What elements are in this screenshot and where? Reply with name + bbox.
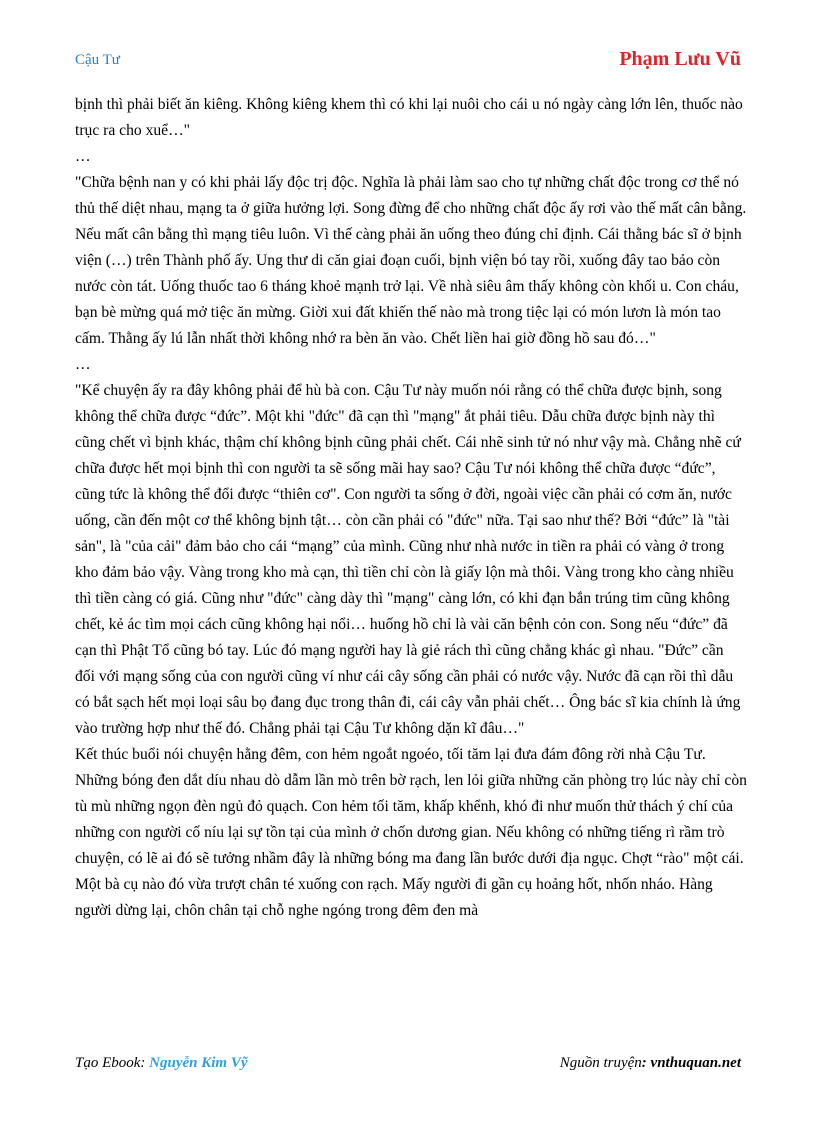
paragraph: "Kể chuyện ấy ra đây không phải để hù bà con. Cậu Tư này muốn nói rằng có thể chữa được bịnh, song không thể chữa được “đức”. Một khi "đức" đã cạn thì "mạng" ắt phải tiêu. Dẫu chữa được bịnh này thì cũng chết vì bịnh khác, thậm chí không bịnh cũng phải chết. Cái nhẽ sinh tử nó như vậy mà. Chẳng nhẽ cứ chữa được hết mọi bịnh thì con người ta sẽ sống mãi hay sao? Cậu Tư nói không thể chữa được “đức”, cũng tức là không thể đổi được “thiên cơ". Con người ta sống ở đời, ngoài việc cần phải có cơm ăn, nước uống, cần đến một cơ thể không bịnh tật… còn cần phải có "đức" nữa. Tại sao như thế? Bởi “đức” là "tài sản", là "của cải" đảm bảo cho cái “mạng” của mình. Cũng như nhà nước in tiền ra phải có vàng ở trong kho đảm bảo vậy. Vàng trong kho mà cạn, thì tiền chỉ còn là giấy lộn mà thôi. Vàng trong kho càng nhiều thì tiền càng có giá. Cũng như "đức" càng dày thì "mạng" càng lớn, có khi đạn bắn trúng tim cũng không chết, kẻ ác tìm mọi cách cũng không hại nổi… huống hồ chỉ là vài căn bệnh cỏn con. Song nếu “đức” đã cạn thì Phật Tổ cũng bó tay. Lúc đó mạng người hay là giẻ rách thì cũng chẳng khác gì nhau. "Đức” cần đối với mạng sống của con người cũng ví như cái cây sống cần phải có nước vậy. Nước đã cạn rồi thì dẫu có bắt sạch hết mọi loại sâu bọ đang đục trong thân đi, cái cây vẫn phải chết… Ông bác sĩ kia chính là ứng vào trường hợp như thế đó. Chẳng phải tại Cậu Tư không dặn kĩ đâu…" [75,382,741,737]
ellipsis-line: … [75,356,91,373]
ellipsis-line: … [75,148,91,165]
footer-source-site: vnthuquan.net [650,1055,741,1071]
story-body [75,92,747,924]
paragraph: "Chữa bệnh nan y có khi phải lấy độc trị độc. Nghĩa là phải làm sao cho tự những chất độc trong cơ thể nó thủ thế diệt nhau, mạng ta ở giữa hưởng lợi. Song đừng để cho những chất độc ấy rơi vào thế mất cân bằng. Nếu mất cân bằng thì mạng tiêu luôn. Vì thế càng phải ăn uống theo đúng chỉ định. Cái thằng bác sĩ ở bịnh viện (…) trên Thành phố ấy. Ung thư di căn giai đoạn cuối, bịnh viện bó tay rồi, xuống đây tao bảo còn nước còn tát. Uống thuốc tao 6 tháng khoẻ mạnh trở lại. Về nhà siêu âm thấy không còn khối u. Con cháu, bạn bè mừng quá mở tiệc ăn mừng. Giời xui đất khiến thế nào mà trong tiệc lại có món lươn là món tao cấm. Thằng ấy lú lẫn nhất thời không nhớ ra bèn ăn vào. Chết liền hai giờ đồng hồ sau đó…" [75,174,747,347]
header-story-title: Cậu Tư [75,52,120,68]
footer-source-label: Nguồn truyện [559,1055,642,1071]
header-author: Phạm Lưu Vũ [619,48,741,70]
footer-source-credit: Nguồn truyện: vnthuquan.net [559,1055,741,1071]
footer-ebook-credit: Tạo Ebook: Nguyễn Kim Vỹ [75,1055,248,1071]
paragraph: Kết thúc buổi nói chuyện hằng đêm, con hẻm ngoắt ngoéo, tối tăm lại đưa đám đông rời nhà Cậu Tư. Những bóng đen dắt díu nhau dò dẫm lần mò trên bờ rạch, len lỏi giữa những căn phòng trọ lúc này chỉ còn tù mù những ngọn đèn ngủ đỏ quạch. Con hẻm tối tăm, khấp khểnh, khó đi như muốn thử thách ý chí của những con người cố níu lại sự tồn tại của mình ở chốn dương gian. Nếu không có những tiếng rì rầm trò chuyện, có lẽ ai đó sẽ tưởng nhầm đây là những bóng ma đang lần bước dưới địa ngục. Chợt “rào" một cái. Một bà cụ nào đó vừa trượt chân té xuống con rạch. Mấy người đi gần cụ hoảng hốt, nhốn nháo. Hàng người dừng lại, chôn chân tại chỗ nghe ngóng trong đêm đen mà [75,746,747,919]
footer-ebook-label: Tạo Ebook [75,1055,141,1071]
footer-ebook-author: Nguyễn Kim Vỹ [149,1055,248,1071]
paragraph: bịnh thì phải biết ăn kiêng. Không kiêng khem thì có khi lại nuôi cho cái u nó ngày càng lớn lên, thuốc nào trục ra cho xuể…" [75,96,743,139]
